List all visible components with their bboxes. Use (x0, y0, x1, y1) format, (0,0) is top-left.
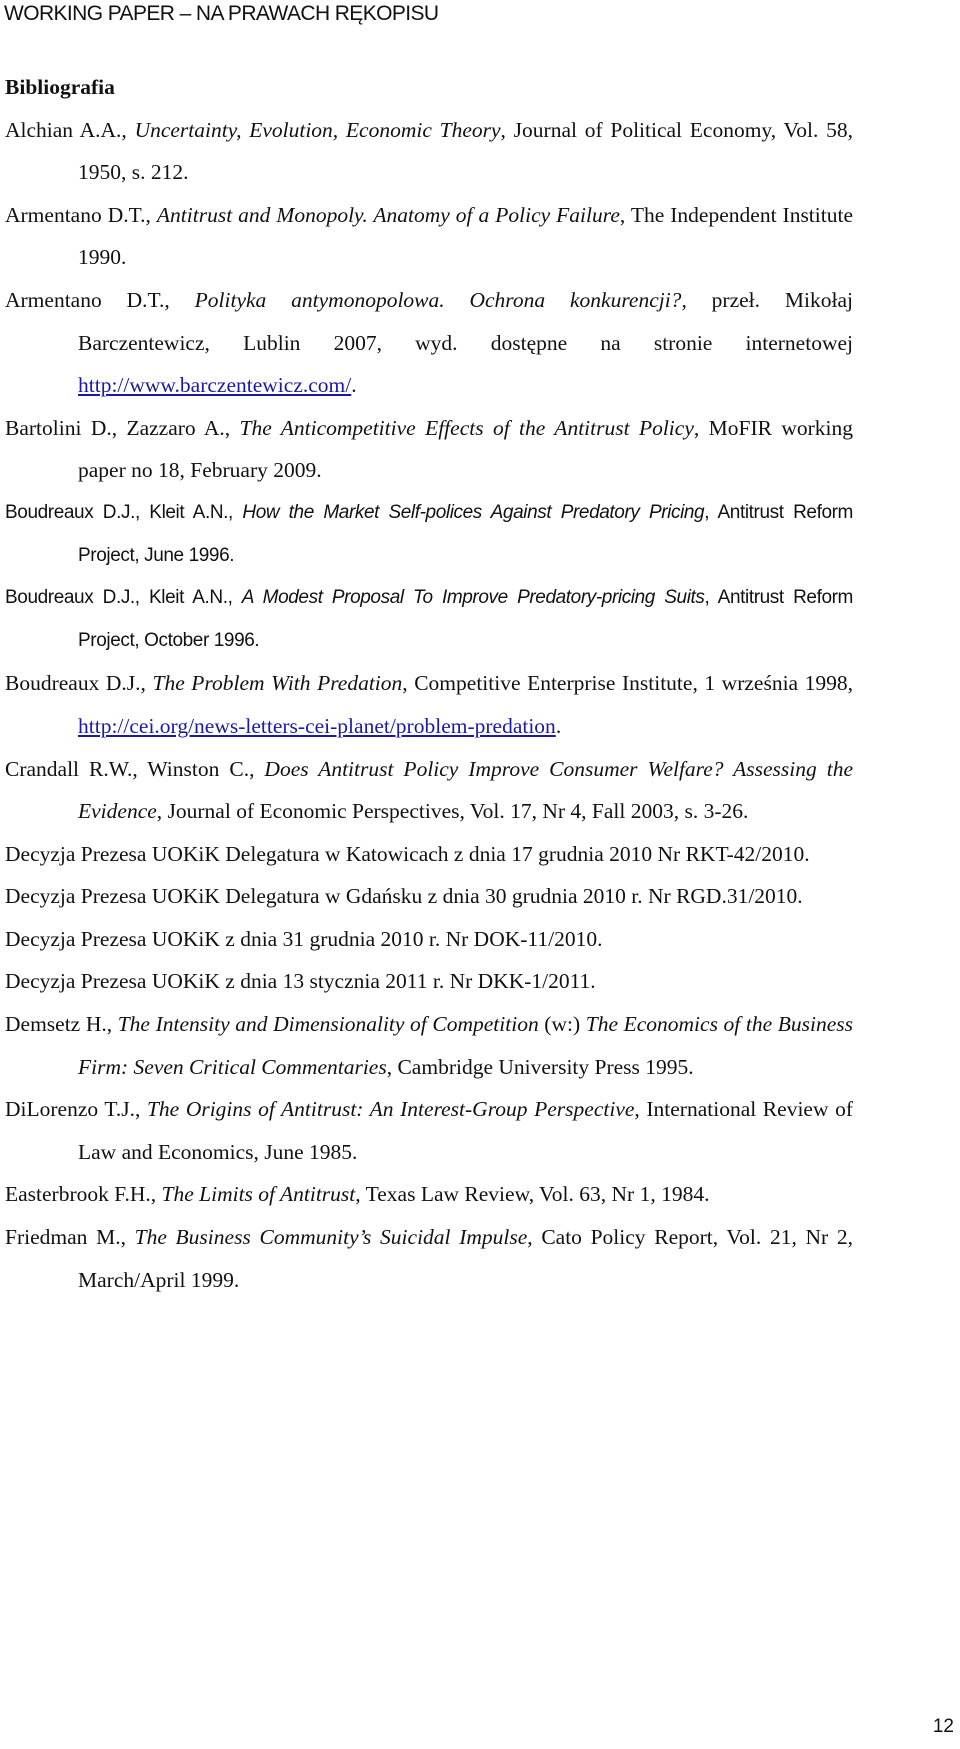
entry-text: . (351, 373, 357, 398)
entry-title: A Modest Proposal To Improve Predatory-pricing Suits (241, 587, 705, 609)
bibliography-entry (5, 1003, 853, 1088)
page-number: 12 (932, 1716, 954, 1737)
entry-text: Alchian A.A., (5, 117, 135, 142)
entry-title: The Business Community’s Suicidal Impulse (134, 1225, 528, 1250)
bibliography-list (5, 109, 853, 1302)
entry-text: . (555, 713, 562, 738)
bibliography-entry (5, 875, 853, 918)
entry-text: Armentano D.T., (5, 287, 195, 312)
entry-text: , Competitive Enterprise Institute, 1 września 1998, (402, 671, 854, 696)
entry-title: Antitrust and Monopoly. Anatomy of a Policy Failure (156, 202, 620, 227)
running-header: WORKING PAPER – NA PRAWACH RĘKOPISU (4, 2, 439, 25)
entry-text: , Journal of Economic Perspectives, Vol. 17, Nr 4, Fall 2003, s. 3-26. (156, 799, 749, 824)
entry-title: The Limits of Antitrust (161, 1182, 356, 1207)
entry-title: The Economics of the Business Firm: Seven Critical Commentaries (78, 1012, 854, 1079)
entry-text: Bartolini D., Zazzaro A., (5, 415, 240, 440)
entry-text: , Journal of Political Economy, Vol. 58, 1950, s. 212. (78, 117, 853, 185)
entry-title: The Problem With Predation (152, 671, 403, 696)
entry-text: , Cato Policy Report, Vol. 21, Nr 2, March/April 1999. (78, 1225, 853, 1292)
entry-text: Decyzja Prezesa UOKiK z dnia 31 grudnia 2010 r. Nr DOK-11/2010. (5, 926, 603, 951)
entry-text: Decyzja Prezesa UOKiK z dnia 13 stycznia 2011 r. Nr DKK-1/2011. (5, 969, 596, 994)
entry-text: , International Review of Law and Economics, June 1985. (78, 1097, 853, 1164)
entry-text: , Texas Law Review, Vol. 63, Nr 1, 1984. (355, 1182, 710, 1207)
entry-title: Uncertainty, Evolution, Economic Theory (134, 117, 501, 142)
bibliography-entry (5, 109, 853, 194)
entry-text: , The Independent Institute 1990. (78, 202, 853, 270)
bibliography-entry (5, 1216, 853, 1301)
bibliography-entry (5, 492, 853, 577)
entry-text: DiLorenzo T.J., (5, 1097, 147, 1122)
entry-text: Boudreaux D.J., Kleit A.N., (5, 587, 242, 609)
entry-text: Boudreaux D.J., (5, 671, 153, 696)
entry-title: Polityka antymonopolowa. Ochrona konkurencji? (194, 287, 682, 312)
entry-text: (w:) (538, 1012, 586, 1037)
entry-title: The Intensity and Dimensionality of Competition (117, 1012, 539, 1037)
entry-text: , przeł. Mikołaj Barczentewicz, Lublin 2007, wyd. dostępne na stronie internetowej (78, 287, 853, 355)
entry-title: How the Market Self-polices Against Predatory Pricing (242, 501, 705, 523)
bibliography-entry (5, 833, 853, 876)
bibliography-entry (5, 918, 853, 961)
bibliography-entry (5, 1088, 853, 1173)
bibliography-entry (5, 194, 853, 279)
reference-link[interactable]: http://cei.org/news-letters-cei-planet/problem-predation (78, 713, 556, 738)
bibliography-section (5, 66, 853, 1301)
bibliography-entry (5, 407, 853, 492)
entry-text: , Cambridge University Press 1995. (386, 1054, 694, 1079)
bibliography-entry (5, 279, 853, 407)
bibliography-entry (5, 748, 853, 833)
entry-text: Armentano D.T., (5, 202, 157, 227)
entry-text: , MoFIR working paper no 18, February 2009. (78, 415, 853, 483)
entry-text: Friedman M., (5, 1225, 135, 1250)
entry-text: , Antitrust Reform Project, October 1996. (78, 587, 853, 651)
entry-title: Does Antitrust Policy Improve Consumer Welfare? Assessing the Evidence (78, 756, 853, 824)
entry-text: Demsetz H., (5, 1012, 118, 1037)
entry-text: Boudreaux D.J., Kleit A.N., (5, 501, 243, 523)
entry-text: Easterbrook F.H., (5, 1182, 162, 1207)
entry-text: Decyzja Prezesa UOKiK Delegatura w Katowicach z dnia 17 grudnia 2010 Nr RKT-42/2010. (5, 841, 810, 866)
bibliography-entry (5, 662, 853, 747)
bibliography-entry (5, 960, 853, 1003)
entry-title: The Anticompetitive Effects of the Antitrust Policy (239, 415, 694, 440)
entry-text: Decyzja Prezesa UOKiK Delegatura w Gdańsku z dnia 30 grudnia 2010 r. Nr RGD.31/2010. (5, 884, 803, 909)
section-heading: Bibliografia (5, 75, 115, 99)
bibliography-entry (5, 1173, 853, 1216)
entry-text: , Antitrust Reform Project, June 1996. (78, 501, 853, 566)
entry-text: Crandall R.W., Winston C., (5, 756, 265, 781)
entry-title: The Origins of Antitrust: An Interest-Group Perspective (146, 1097, 635, 1122)
bibliography-entry (5, 577, 853, 662)
reference-link[interactable]: http://www.barczentewicz.com/ (78, 373, 352, 398)
